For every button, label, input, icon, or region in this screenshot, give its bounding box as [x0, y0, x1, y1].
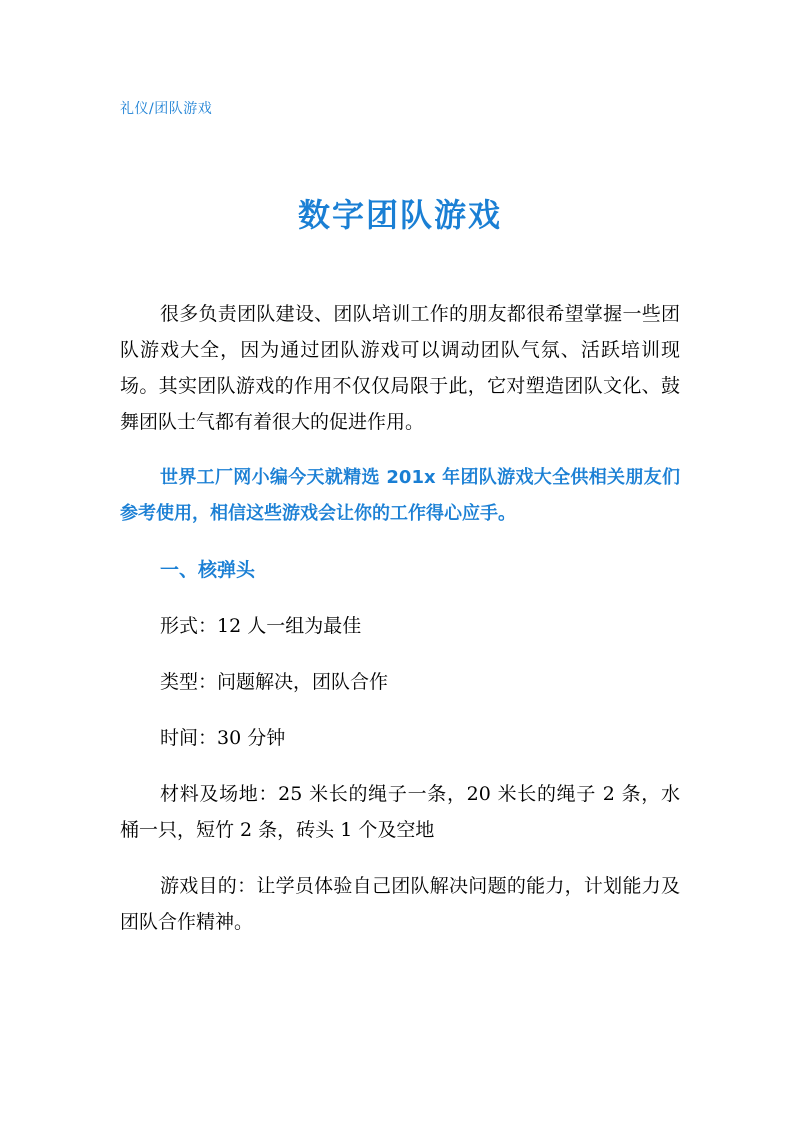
type-line: 类型：问题解决，团队合作 [160, 671, 389, 693]
form-line: 形式：12 人一组为最佳 [160, 615, 362, 637]
breadcrumb[interactable]: 礼仪/团队游戏 [120, 101, 213, 117]
highlight-paragraph: 世界工厂网小编今天就精选 201x 年团队游戏大全供相关朋友们参考使用，相信这些游戏会让你的工作得心应手。 [120, 467, 680, 524]
section-heading: 一、核弹头 [160, 559, 256, 581]
intro-paragraph: 很多负责团队建设、团队培训工作的朋友都很希望掌握一些团队游戏大全，因为通过团队游戏可以调动团队气氛、活跃培训现场。其实团队游戏的作用不仅仅局限于此，它对塑造团队文化、鼓舞团队士气都有着很大的促进作用。 [120, 303, 680, 433]
article-body [120, 296, 680, 960]
materials-line: 材料及场地：25 米长的绳子一条，20 米长的绳子 2 条，水桶一只，短竹 2 条，砖头 1 个及空地 [120, 783, 680, 841]
page-title: 数字团队游戏 [297, 196, 502, 234]
time-line: 时间：30 分钟 [160, 727, 286, 749]
purpose-line: 游戏目的：让学员体验自己团队解决问题的能力，计划能力及团队合作精神。 [120, 875, 680, 933]
